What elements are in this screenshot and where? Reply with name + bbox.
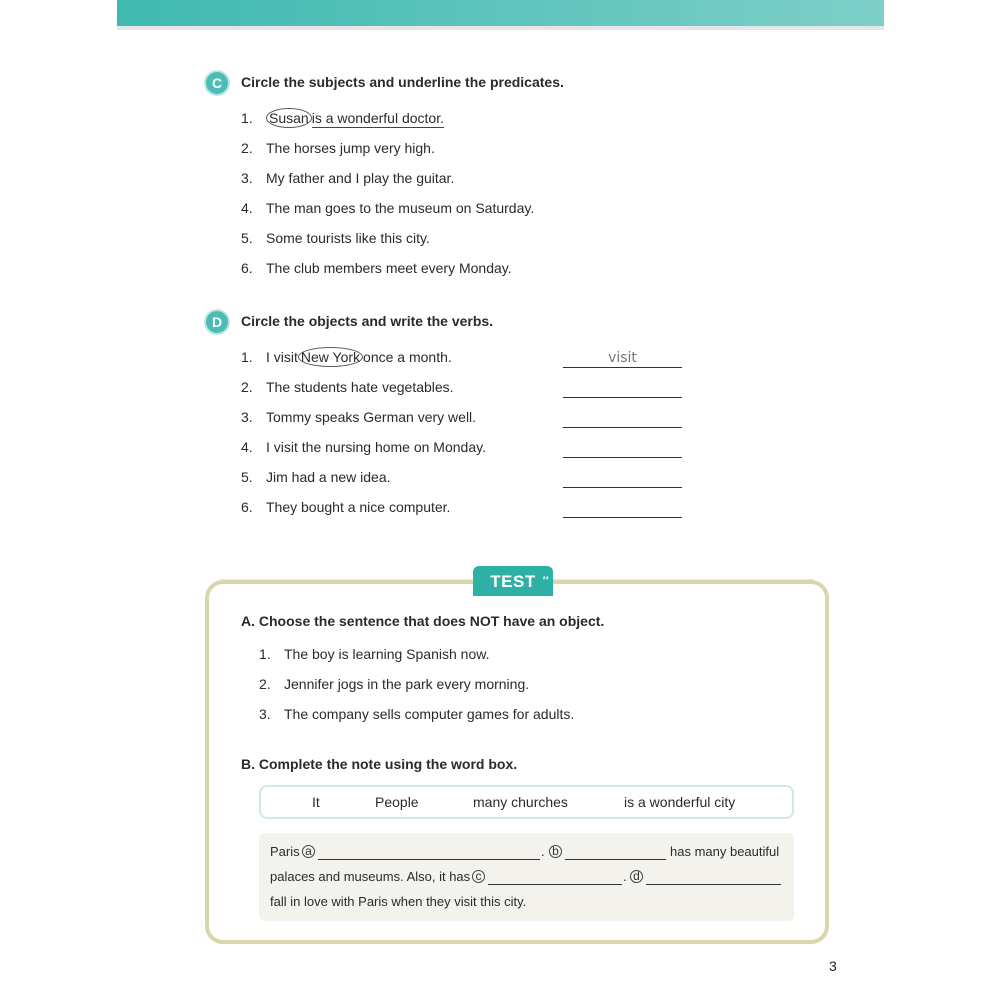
item-text: I visit the nursing home on Monday. (266, 439, 486, 455)
sparkle-icon: ′′ (542, 575, 549, 587)
d-answer-3[interactable] (563, 409, 682, 428)
c-item-6 (241, 260, 512, 276)
page-number: 3 (829, 958, 837, 974)
item-number: 5. (241, 469, 253, 485)
item-text: The students hate vegetables. (266, 379, 454, 395)
test-tab (473, 566, 553, 596)
c-item-5 (241, 230, 430, 246)
section-c-badge: C (206, 72, 228, 94)
d-item-4 (241, 439, 486, 455)
item-number: 2. (259, 676, 271, 692)
item-text: Tommy speaks German very well. (266, 409, 477, 425)
note-period: . (541, 844, 545, 859)
item-number: 4. (241, 439, 253, 455)
d-answer-2[interactable] (563, 379, 682, 398)
item-text-post: once a month. (363, 349, 452, 365)
section-d-title: Circle the objects and write the verbs. (241, 313, 494, 329)
c-item-3 (241, 170, 454, 186)
c-item-4 (241, 200, 534, 216)
d-item-3 (241, 409, 476, 425)
d-item-2 (241, 379, 454, 395)
d-answer-4[interactable] (563, 439, 682, 458)
circled-object: New York (298, 347, 363, 367)
item-text: The company sells computer games for adults. (284, 706, 575, 722)
note-period: . (623, 869, 627, 884)
c-item-1 (241, 110, 444, 126)
section-c-title: Circle the subjects and underline the predicates. (241, 74, 564, 90)
blank-marker-c: c (472, 870, 485, 883)
test-label: TEST (490, 572, 536, 591)
word-box-item: It (312, 794, 320, 810)
item-number: 1. (259, 646, 271, 662)
blank-b[interactable] (565, 858, 666, 860)
item-text: Jim had a new idea. (266, 469, 391, 485)
d-answer-5[interactable] (563, 469, 682, 488)
blank-d[interactable] (646, 883, 781, 885)
note-text: palaces and museums. Also, it has (270, 869, 471, 884)
item-number: 1. (241, 349, 253, 365)
item-text: The man goes to the museum on Saturday. (266, 200, 535, 216)
item-text-pre: I visit (266, 349, 298, 365)
d-answer-1[interactable]: visit (563, 349, 682, 368)
item-text: The boy is learning Spanish now. (284, 646, 490, 662)
item-number: 3. (241, 170, 253, 186)
item-number: 3. (259, 706, 271, 722)
item-number: 1. (241, 110, 253, 126)
item-text: Some tourists like this city. (266, 230, 430, 246)
note-text: fall in love with Paris when they visit this city. (270, 894, 527, 909)
word-box-item: is a wonderful city (624, 794, 736, 810)
item-number: 2. (241, 379, 253, 395)
blank-a[interactable] (318, 858, 540, 860)
c-item-2 (241, 140, 435, 156)
header-shadow (117, 26, 884, 30)
d-item-5 (241, 469, 391, 485)
word-box-item: People (375, 794, 419, 810)
d-item-6 (241, 499, 450, 515)
test-b-title: B. Complete the note using the word box. (241, 756, 518, 772)
note-text: has many beautiful (670, 844, 780, 859)
test-a-title: A. Choose the sentence that does NOT have an object. (241, 613, 605, 629)
underlined-predicate: is a wonderful doctor. (311, 110, 444, 126)
test-a-item-1 (259, 646, 489, 662)
item-number: 3. (241, 409, 253, 425)
blank-marker-b: b (549, 845, 562, 858)
item-text: My father and I play the guitar. (266, 170, 455, 186)
item-text: The club members meet every Monday. (266, 260, 512, 276)
blank-marker-d: d (630, 870, 643, 883)
circled-subject: Susan (266, 108, 312, 128)
item-text: Jennifer jogs in the park every morning. (284, 676, 530, 692)
item-number: 2. (241, 140, 253, 156)
header-band (117, 0, 884, 26)
item-text: They bought a nice computer. (266, 499, 451, 515)
word-box-item: many churches (473, 794, 568, 810)
note-text: Paris (270, 844, 300, 859)
test-a-item-3 (259, 706, 574, 722)
item-number: 4. (241, 200, 253, 216)
blank-c[interactable] (488, 883, 622, 885)
item-number: 5. (241, 230, 253, 246)
d-item-1 (241, 349, 452, 365)
test-a-item-2 (259, 676, 529, 692)
section-d-badge: D (206, 311, 228, 333)
blank-marker-a: a (302, 845, 315, 858)
item-number: 6. (241, 260, 253, 276)
item-text: The horses jump very high. (266, 140, 435, 156)
d-answer-6[interactable] (563, 499, 682, 518)
item-number: 6. (241, 499, 253, 515)
